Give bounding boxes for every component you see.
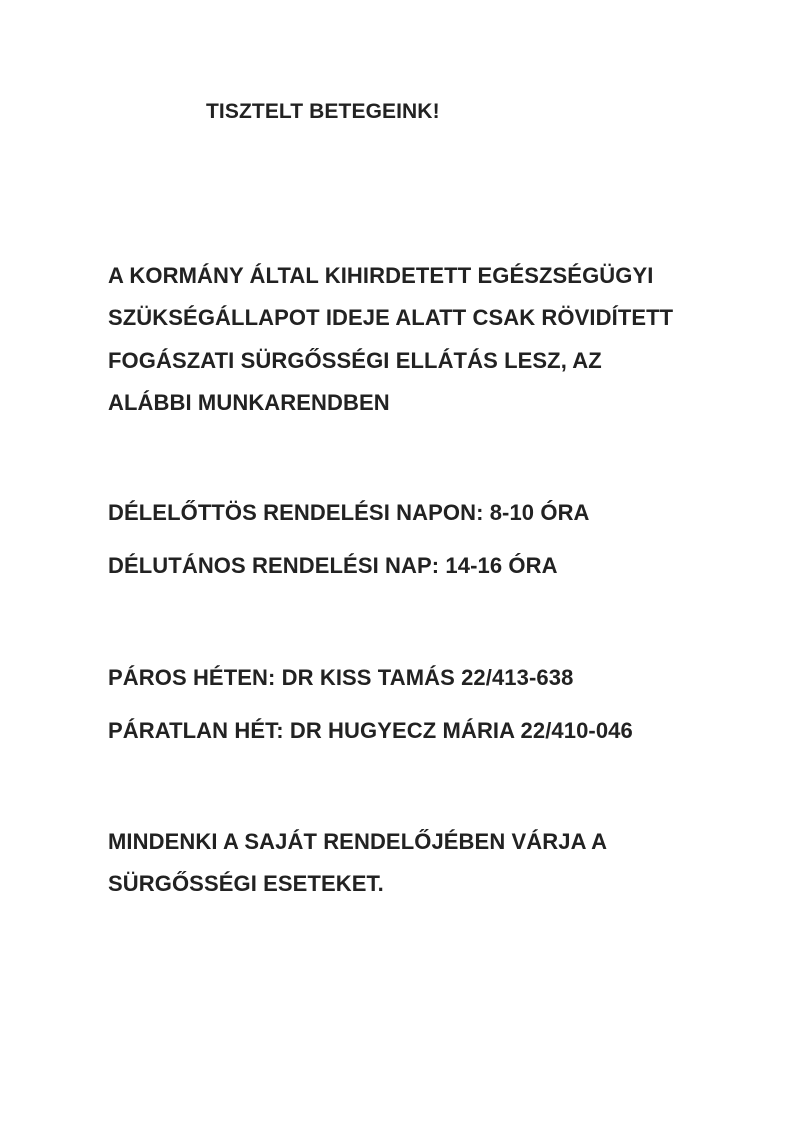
odd-week-doctor: PÁRATLAN HÉT: DR HUGYECZ MÁRIA 22/410-046 <box>108 718 633 743</box>
closing-line-1: MINDENKI A SAJÁT RENDELŐJÉBEN VÁRJA A <box>108 829 608 854</box>
intro-line-1: A KORMÁNY ÁLTAL KIHIRDETETT EGÉSZSÉGÜGYI <box>108 263 654 288</box>
page-title: TISZTELT BETEGEINK! <box>206 100 440 123</box>
afternoon-hours: DÉLUTÁNOS RENDELÉSI NAP: 14-16 ÓRA <box>108 553 558 578</box>
intro-line-2: SZÜKSÉGÁLLAPOT IDEJE ALATT CSAK RÖVIDÍTETT <box>108 305 674 330</box>
morning-hours: DÉLELŐTTÖS RENDELÉSI NAPON: 8-10 ÓRA <box>108 500 590 525</box>
intro-line-4: ALÁBBI MUNKARENDBEN <box>108 390 390 415</box>
closing-line-2: SÜRGŐSSÉGI ESETEKET. <box>108 871 384 896</box>
even-week-doctor: PÁROS HÉTEN: DR KISS TAMÁS 22/413-638 <box>108 665 574 690</box>
intro-line-3: FOGÁSZATI SÜRGŐSSÉGI ELLÁTÁS LESZ, AZ <box>108 348 602 373</box>
